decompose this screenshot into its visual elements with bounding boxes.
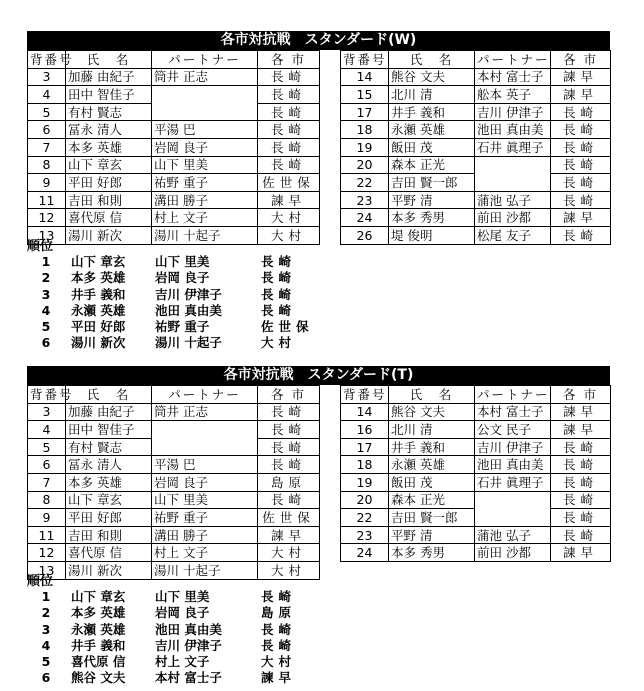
entry-name: 北川 清 — [389, 421, 475, 439]
ranking-row — [27, 303, 610, 319]
table-header-row — [341, 386, 611, 404]
rank-name: 井手 義和 — [71, 286, 126, 302]
entry-name: 永瀬 英雄 — [389, 456, 475, 474]
table-row — [28, 421, 320, 439]
entry-number: 26 — [341, 226, 389, 244]
entry-partner: 村上 文子 — [152, 544, 258, 562]
entry-city: 諫早 — [551, 209, 611, 227]
rank-name: 熊谷 文夫 — [71, 670, 126, 686]
ranking-title: 順位 — [27, 239, 54, 254]
rank-city: 長崎 — [261, 302, 297, 318]
entry-name: 加藤 由紀子 — [66, 68, 152, 86]
rank-number: 3 — [41, 621, 51, 637]
entry-number: 16 — [341, 421, 389, 439]
entries-table-right — [340, 50, 611, 245]
entry-number: 17 — [341, 438, 389, 456]
rank-number: 2 — [41, 270, 51, 286]
entry-number: 18 — [341, 456, 389, 474]
number-header: 背番号 — [341, 386, 389, 404]
entry-partner: 吉川 伊津子 — [475, 438, 551, 456]
city-header: 各 市 — [551, 51, 611, 69]
ranking-row — [27, 287, 610, 303]
entry-number: 17 — [341, 103, 389, 121]
entry-number: 11 — [28, 526, 66, 544]
entry-name: 北川 清 — [389, 86, 475, 104]
entry-partner: 平湯 巴 — [152, 121, 258, 139]
entry-partner: 岩岡 良子 — [152, 473, 258, 491]
entry-name: 森本 正光 — [389, 491, 475, 509]
entry-number: 9 — [28, 174, 66, 192]
entry-city: 長崎 — [551, 121, 611, 139]
rank-city: 長崎 — [261, 270, 297, 286]
table-row — [341, 438, 611, 456]
entry-city: 諫早 — [551, 544, 611, 562]
name-header: 氏 名 — [66, 51, 152, 69]
table-row — [341, 209, 611, 227]
rank-partner: 山下 里美 — [155, 254, 210, 269]
entries-table-left — [27, 385, 320, 580]
entry-name: 本多 英雄 — [66, 138, 152, 156]
rank-partner: 湯川 十起子 — [155, 335, 222, 351]
rank-city: 長崎 — [261, 621, 297, 637]
entry-city: 長崎 — [258, 421, 320, 439]
rank-city: 大村 — [261, 654, 297, 670]
ranking-row — [27, 270, 610, 286]
rank-partner: 村上 文子 — [155, 654, 210, 670]
ranking-row — [27, 638, 610, 654]
entry-name: 吉田 和則 — [66, 191, 152, 209]
entry-city: 諫早 — [258, 191, 320, 209]
rank-number: 3 — [41, 286, 51, 302]
city-header: 各 市 — [258, 386, 320, 404]
section-title: 各市対抗戦 スタンダード(T) — [27, 366, 610, 385]
entry-city: 長崎 — [551, 138, 611, 156]
entry-name: 田中 智佳子 — [66, 421, 152, 439]
entry-partner: 祐野 重子 — [152, 174, 258, 192]
rank-number: 1 — [41, 254, 51, 269]
name-header: 氏 名 — [389, 51, 475, 69]
entry-name: 本多 秀男 — [389, 209, 475, 227]
entry-partner: 山下 里美 — [152, 156, 258, 174]
entry-name: 永瀬 英雄 — [389, 121, 475, 139]
entry-number: 11 — [28, 191, 66, 209]
entry-number: 22 — [341, 174, 389, 192]
table-row — [341, 86, 611, 104]
table-row — [28, 138, 320, 156]
entry-city: 長崎 — [551, 226, 611, 244]
entry-partner: 前田 沙都 — [475, 544, 551, 562]
rank-partner: 池田 真由美 — [155, 621, 222, 637]
entry-city: 諫早 — [258, 526, 320, 544]
entry-city: 長崎 — [258, 156, 320, 174]
entry-city: 長崎 — [258, 121, 320, 139]
table-row — [341, 191, 611, 209]
entry-city: 長崎 — [551, 456, 611, 474]
table-row — [28, 473, 320, 491]
table-row — [28, 68, 320, 86]
entry-name: 山下 章玄 — [66, 156, 152, 174]
rank-partner: 吉川 伊津子 — [155, 637, 222, 653]
entry-name: 熊谷 文夫 — [389, 68, 475, 86]
entry-city: 長崎 — [258, 491, 320, 509]
entry-partner: 本村 富士子 — [475, 68, 551, 86]
entry-name: 有村 賢志 — [66, 103, 152, 121]
entry-city: 諫早 — [551, 403, 611, 421]
table-row — [28, 456, 320, 474]
table-header-row — [28, 386, 320, 404]
entry-number: 9 — [28, 509, 66, 527]
entry-city: 大村 — [258, 226, 320, 244]
entry-partner: 石井 眞理子 — [475, 473, 551, 491]
entry-partner: 湯川 十起子 — [152, 561, 258, 579]
entry-partner: 湯川 十起子 — [152, 226, 258, 244]
entry-name: 湯川 新次 — [66, 561, 152, 579]
entry-partner: 池田 真由美 — [475, 121, 551, 139]
ranking-title: 順位 — [27, 574, 54, 589]
name-header: 氏 名 — [66, 386, 152, 404]
entry-partner: 池田 真由美 — [475, 456, 551, 474]
rank-partner: 祐野 重子 — [155, 319, 210, 335]
rank-city: 長崎 — [261, 637, 297, 653]
rank-city: 島原 — [261, 605, 297, 621]
entry-city: 長崎 — [258, 68, 320, 86]
entry-partner: 松尾 友子 — [475, 226, 551, 244]
rank-partner: 山下 里美 — [155, 589, 210, 604]
table-row — [28, 561, 320, 579]
rank-name: 永瀬 英雄 — [71, 302, 126, 318]
entry-name: 熊谷 文夫 — [389, 403, 475, 421]
entry-name: 森本 正光 — [389, 156, 475, 174]
ranking-row — [27, 589, 610, 605]
entry-name: 湯川 新次 — [66, 226, 152, 244]
entry-city: 諫早 — [551, 68, 611, 86]
city-header: 各 市 — [551, 386, 611, 404]
entry-partner: 溝田 勝子 — [152, 526, 258, 544]
entry-name: 吉田 賢一郎 — [389, 174, 475, 192]
entry-partner: 舩本 英子 — [475, 86, 551, 104]
entry-city: 佐世保 — [258, 509, 320, 527]
entry-partner: 筒井 正志 — [152, 68, 258, 86]
entry-number: 3 — [28, 403, 66, 421]
rank-name: 永瀬 英雄 — [71, 621, 126, 637]
entry-name: 堤 俊明 — [389, 226, 475, 244]
section-title: 各市対抗戦 スタンダード(W) — [27, 31, 610, 50]
entry-number: 14 — [341, 403, 389, 421]
entries-table-right — [340, 385, 611, 562]
entry-number: 12 — [28, 209, 66, 227]
rank-partner: 池田 真由美 — [155, 302, 222, 318]
city-header: 各 市 — [258, 51, 320, 69]
standard-w-section — [27, 31, 610, 352]
table-header-row — [28, 51, 320, 69]
entry-partner: 吉川 伊津子 — [475, 103, 551, 121]
number-header: 背番号 — [28, 386, 66, 404]
entry-number: 13 — [28, 226, 66, 244]
rank-number: 5 — [41, 319, 51, 335]
entry-number: 24 — [341, 209, 389, 227]
partner-header: パートナー — [475, 51, 551, 69]
partner-header: パートナー — [152, 51, 258, 69]
entry-city: 長崎 — [258, 138, 320, 156]
rank-partner: 本村 富士子 — [155, 670, 222, 686]
entry-number: 5 — [28, 438, 66, 456]
rank-name: 湯川 新次 — [71, 335, 126, 351]
entry-city: 諫早 — [551, 421, 611, 439]
entry-city: 佐世保 — [258, 174, 320, 192]
entry-partner: 前田 沙都 — [475, 209, 551, 227]
ranking-list — [27, 589, 610, 687]
entry-number: 20 — [341, 491, 389, 509]
rank-name: 山下 章玄 — [71, 254, 126, 269]
entry-city: 長崎 — [258, 403, 320, 421]
entry-number: 14 — [341, 68, 389, 86]
name-header: 氏 名 — [389, 386, 475, 404]
rank-city: 佐世保 — [261, 319, 314, 335]
rank-city: 長崎 — [261, 286, 297, 302]
number-header: 背番号 — [341, 51, 389, 69]
entry-partner — [475, 156, 551, 191]
entry-partner — [152, 421, 258, 456]
entry-number: 12 — [28, 544, 66, 562]
entry-number: 18 — [341, 121, 389, 139]
entry-city: 大村 — [258, 209, 320, 227]
entry-city: 長崎 — [258, 438, 320, 456]
entry-partner: 平湯 巴 — [152, 456, 258, 474]
entry-number: 20 — [341, 156, 389, 174]
entry-city: 長崎 — [551, 526, 611, 544]
table-row — [341, 473, 611, 491]
table-row — [341, 491, 611, 509]
entry-name: 加藤 由紀子 — [66, 403, 152, 421]
table-row — [28, 174, 320, 192]
entry-partner: 岩岡 良子 — [152, 138, 258, 156]
entry-name: 平田 好郎 — [66, 509, 152, 527]
entry-city: 長崎 — [551, 191, 611, 209]
rank-number: 5 — [41, 654, 51, 670]
entry-name: 本多 英雄 — [66, 473, 152, 491]
entry-number: 23 — [341, 526, 389, 544]
entry-city: 長崎 — [551, 509, 611, 527]
table-row — [28, 226, 320, 244]
rank-name: 平田 好郎 — [71, 319, 126, 335]
table-row — [341, 421, 611, 439]
entry-city: 島原 — [258, 473, 320, 491]
rank-name: 喜代原 信 — [71, 654, 126, 670]
entry-city: 諫早 — [551, 86, 611, 104]
entry-number: 3 — [28, 68, 66, 86]
rank-name: 本多 英雄 — [71, 270, 126, 286]
entry-name: 田中 智佳子 — [66, 86, 152, 104]
entry-partner: 山下 里美 — [152, 491, 258, 509]
entry-partner: 溝田 勝子 — [152, 191, 258, 209]
entry-number: 5 — [28, 103, 66, 121]
entry-number: 6 — [28, 456, 66, 474]
entry-name: 本多 秀男 — [389, 544, 475, 562]
ranking-row — [27, 335, 610, 351]
ranking-row — [27, 319, 610, 335]
entry-partner: 蒲池 弘子 — [475, 526, 551, 544]
entry-city: 長崎 — [551, 103, 611, 121]
table-row — [28, 191, 320, 209]
entry-city: 長崎 — [258, 456, 320, 474]
table-row — [28, 121, 320, 139]
entry-city: 長崎 — [551, 156, 611, 174]
ranking-row — [27, 254, 610, 270]
ranking-list — [27, 254, 610, 352]
table-row — [341, 138, 611, 156]
table-row — [341, 156, 611, 174]
entry-partner: 蒲池 弘子 — [475, 191, 551, 209]
entry-name: 平野 清 — [389, 526, 475, 544]
entry-city: 長崎 — [551, 473, 611, 491]
entry-partner: 村上 文子 — [152, 209, 258, 227]
rank-name: 山下 章玄 — [71, 589, 126, 604]
entry-name: 飯田 茂 — [389, 473, 475, 491]
table-row — [28, 209, 320, 227]
entry-number: 8 — [28, 156, 66, 174]
table-row — [341, 68, 611, 86]
partner-header: パートナー — [152, 386, 258, 404]
entry-number: 19 — [341, 473, 389, 491]
entry-number: 7 — [28, 473, 66, 491]
table-row — [341, 226, 611, 244]
table-row — [341, 456, 611, 474]
entry-name: 井手 義和 — [389, 103, 475, 121]
entry-city: 長崎 — [551, 491, 611, 509]
entry-name: 平野 清 — [389, 191, 475, 209]
rank-name: 井手 義和 — [71, 637, 126, 653]
table-row — [28, 491, 320, 509]
rank-name: 本多 英雄 — [71, 605, 126, 621]
entry-name: 喜代原 信 — [66, 209, 152, 227]
table-row — [28, 509, 320, 527]
entry-name: 井手 義和 — [389, 438, 475, 456]
table-row — [341, 403, 611, 421]
entry-name: 飯田 茂 — [389, 138, 475, 156]
entry-partner: 筒井 正志 — [152, 403, 258, 421]
entry-number: 22 — [341, 509, 389, 527]
ranking-row — [27, 622, 610, 638]
rank-number: 6 — [41, 670, 51, 686]
entry-name: 冨永 清人 — [66, 456, 152, 474]
entry-city: 長崎 — [551, 174, 611, 192]
rank-city: 長崎 — [261, 254, 297, 269]
entry-city: 長崎 — [258, 86, 320, 104]
rank-partner: 岩岡 良子 — [155, 270, 210, 286]
rank-city: 大村 — [261, 335, 297, 351]
entry-partner: 祐野 重子 — [152, 509, 258, 527]
entry-name: 山下 章玄 — [66, 491, 152, 509]
entry-name: 喜代原 信 — [66, 544, 152, 562]
table-row — [28, 86, 320, 104]
table-row — [341, 103, 611, 121]
entry-number: 6 — [28, 121, 66, 139]
table-row — [28, 403, 320, 421]
entry-city: 長崎 — [551, 438, 611, 456]
rank-number: 1 — [41, 589, 51, 604]
rank-partner: 吉川 伊津子 — [155, 286, 222, 302]
entry-partner — [152, 86, 258, 121]
ranking-row — [27, 670, 610, 686]
entry-number: 8 — [28, 491, 66, 509]
entry-city: 長崎 — [258, 103, 320, 121]
entry-number: 15 — [341, 86, 389, 104]
entry-number: 4 — [28, 421, 66, 439]
entry-city: 大村 — [258, 544, 320, 562]
entry-number: 19 — [341, 138, 389, 156]
rank-partner: 岩岡 良子 — [155, 605, 210, 621]
ranking-row — [27, 654, 610, 670]
entry-name: 吉田 賢一郎 — [389, 509, 475, 527]
entry-name: 吉田 和則 — [66, 526, 152, 544]
entry-number: 7 — [28, 138, 66, 156]
entry-number: 4 — [28, 86, 66, 104]
rank-city: 長崎 — [261, 589, 297, 604]
rank-number: 6 — [41, 335, 51, 351]
entry-partner: 本村 富士子 — [475, 403, 551, 421]
table-row — [28, 156, 320, 174]
table-row — [341, 544, 611, 562]
entry-number: 13 — [28, 561, 66, 579]
table-row — [341, 121, 611, 139]
table-row — [28, 526, 320, 544]
table-row — [28, 544, 320, 562]
rank-number: 4 — [41, 302, 51, 318]
entry-number: 23 — [341, 191, 389, 209]
number-header: 背番号 — [28, 51, 66, 69]
rank-number: 2 — [41, 605, 51, 621]
entry-name: 冨永 清人 — [66, 121, 152, 139]
partner-header: パートナー — [475, 386, 551, 404]
ranking-row — [27, 605, 610, 621]
rank-number: 4 — [41, 637, 51, 653]
entry-city: 大村 — [258, 561, 320, 579]
entry-name: 有村 賢志 — [66, 438, 152, 456]
rank-city: 諫早 — [261, 670, 297, 686]
entry-partner: 公文 民子 — [475, 421, 551, 439]
table-row — [341, 526, 611, 544]
entry-number: 24 — [341, 544, 389, 562]
entries-table-left — [27, 50, 320, 245]
entry-name: 平田 好郎 — [66, 174, 152, 192]
standard-t-section — [27, 366, 610, 687]
entry-partner: 石井 眞理子 — [475, 138, 551, 156]
entry-partner — [475, 491, 551, 526]
table-header-row — [341, 51, 611, 69]
